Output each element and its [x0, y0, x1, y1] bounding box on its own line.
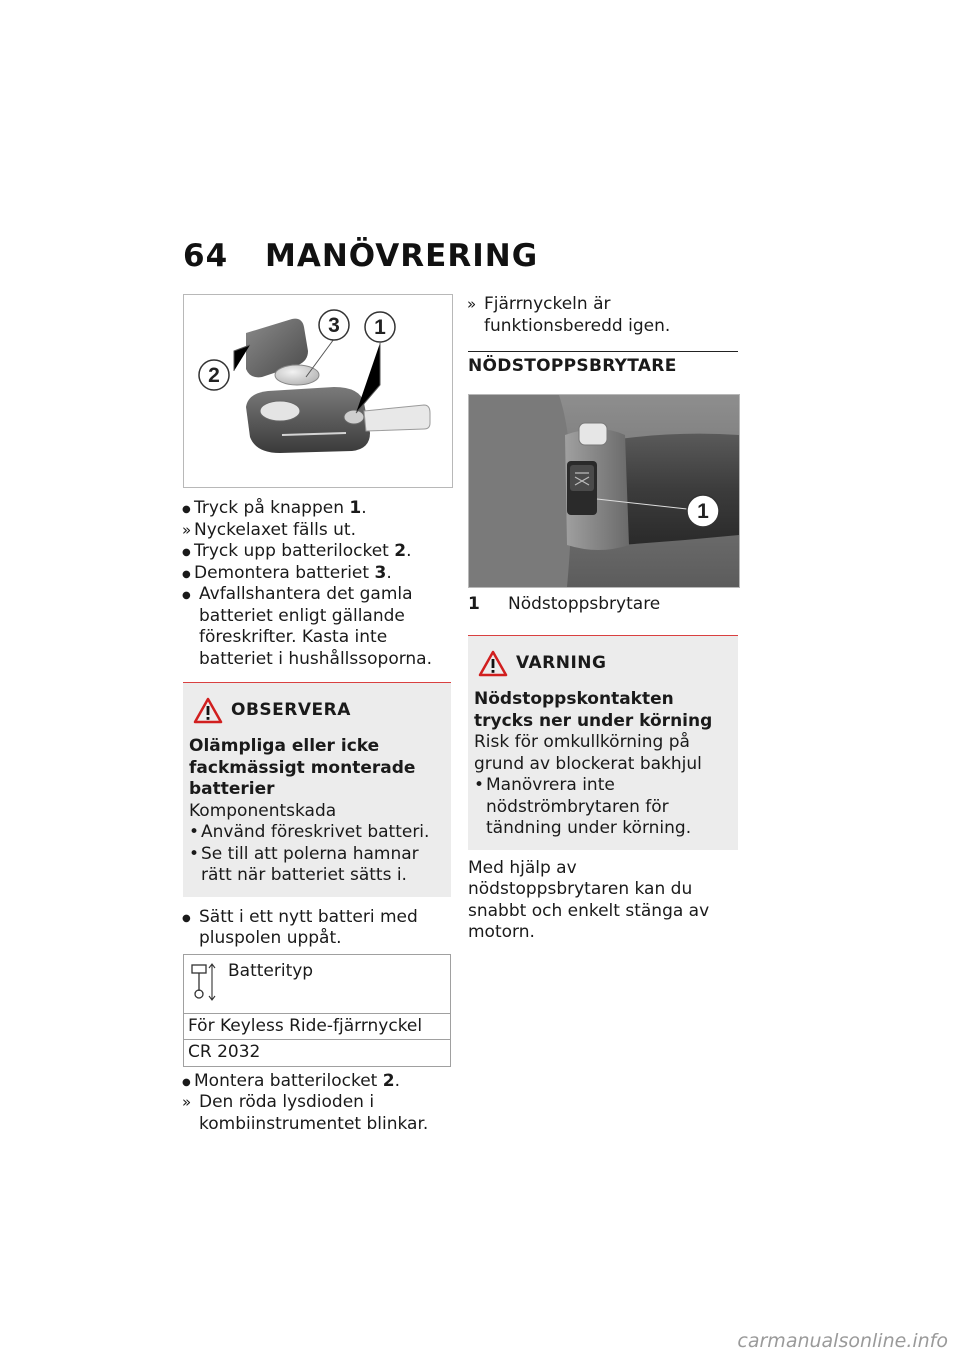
battery-spec-icon: [188, 961, 218, 1001]
svg-text:1: 1: [374, 316, 386, 339]
steps-list-top: [468, 294, 738, 337]
kill-switch-illustration: [469, 395, 739, 587]
figure-legend: [468, 594, 738, 616]
battery-spec-table: [183, 954, 451, 1067]
result-item: » Nyckelaxet fälls ut.: [183, 520, 451, 542]
spec-row: CR 2032: [184, 1039, 450, 1066]
steps-list-a: [183, 498, 451, 670]
step-item: ● Avfallshantera det gamla batteriet enligt gällande föreskrifter. Kasta inte batteriet i hushållssoporna.: [183, 584, 451, 670]
key-battery-figure: [183, 294, 453, 488]
warning-triangle-icon: [478, 650, 508, 677]
warning-consequence: Risk för omkullkörning på grund av blockerat bakhjul: [474, 732, 702, 774]
notice-title: Olämpliga eller icke fackmässigt monterade batterier: [189, 736, 416, 799]
steps-list-c: [183, 1071, 451, 1136]
callout-1: [365, 312, 395, 342]
warning-item: • Manövrera inte nödströmbrytaren för tändning under körning.: [474, 775, 732, 840]
notice-item: • Använd föreskrivet batteri.: [189, 822, 445, 844]
callout-2: [199, 360, 229, 390]
left-column: [183, 294, 451, 1135]
callout-3: [319, 310, 349, 340]
notice-box: [183, 682, 451, 897]
key-battery-illustration: [184, 295, 452, 487]
notice-consequence: Komponentskada: [189, 800, 337, 821]
svg-text:3: 3: [328, 314, 340, 337]
right-column: [468, 294, 738, 944]
spec-header-label: Batterityp: [228, 960, 314, 981]
kill-switch-figure: [468, 394, 740, 588]
page-heading: [183, 238, 538, 274]
spec-header: [184, 955, 450, 1013]
warning-header: [478, 650, 732, 677]
page-number: 64: [183, 238, 229, 274]
step-item: ● Montera batterilocket 2.: [183, 1071, 451, 1093]
notice-label: OBSERVERA: [231, 699, 351, 720]
callout-1: [687, 495, 719, 527]
body-paragraph: Med hjälp av nödstoppsbrytaren kan du snabbt och enkelt stänga av motorn.: [468, 857, 710, 942]
chapter-title: MANÖVRERING: [265, 238, 539, 274]
watermark: carmanualsonline.info: [737, 1330, 948, 1352]
warning-box: [468, 635, 738, 850]
step-item: ● Demontera batteriet 3.: [183, 563, 451, 585]
legend-number: 1: [468, 593, 480, 614]
svg-text:1: 1: [697, 499, 709, 523]
notice-header: [193, 697, 445, 724]
section-title: NÖDSTOPPSBRYTARE: [468, 351, 738, 378]
result-item: » Fjärrnyckeln är funktionsberedd igen.: [468, 294, 738, 337]
step-item: ● Sätt i ett nytt batteri med pluspolen uppåt.: [183, 907, 451, 950]
svg-text:2: 2: [208, 364, 220, 387]
legend-label: Nödstoppsbrytare: [508, 593, 661, 614]
spec-row: För Keyless Ride-fjärrnyckel: [184, 1013, 450, 1040]
warning-label: VARNING: [516, 652, 607, 673]
result-item: » Den röda lysdioden i kombiinstrumentet blinkar.: [183, 1092, 451, 1135]
warning-title: Nödstoppskontakten trycks ner under körning: [474, 689, 713, 731]
notice-item: • Se till att polerna hamnar rätt när batteriet sätts i.: [189, 844, 445, 887]
steps-list-b: [183, 907, 451, 950]
warning-triangle-icon: [193, 697, 223, 724]
step-item: ● Tryck på knappen 1.: [183, 498, 451, 520]
step-item: ● Tryck upp batterilocket 2.: [183, 541, 451, 563]
